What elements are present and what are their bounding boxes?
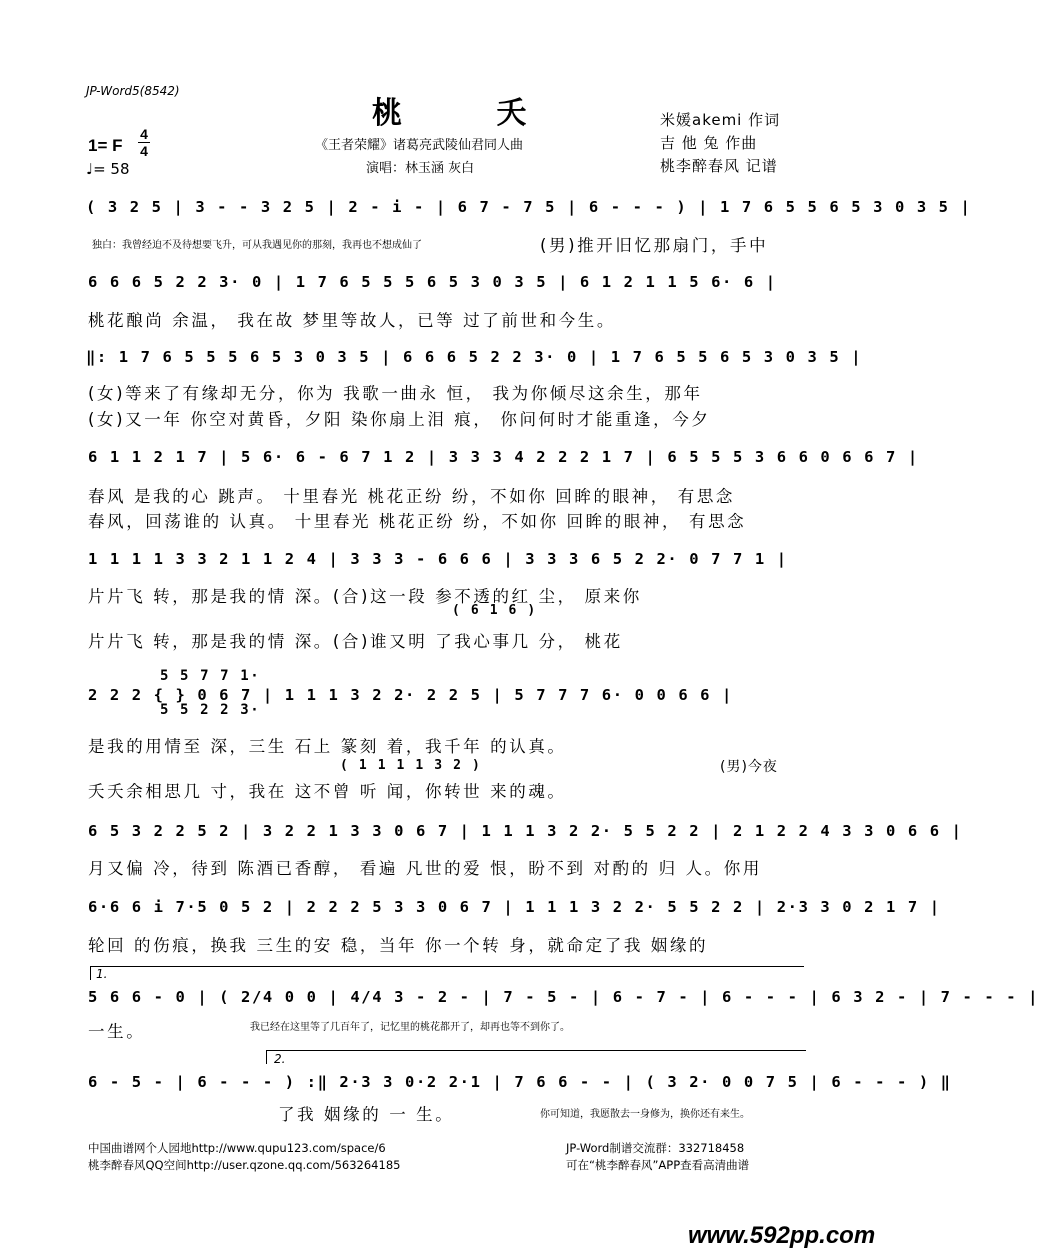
- notation-upper-6: 5 5 7 7 1·: [160, 668, 261, 684]
- lyric-row-5a: 片片飞 转，那是我的情 深。(合)这一段 参不透的红 尘， 原来你: [88, 587, 642, 606]
- volta-2-hook: [266, 1050, 267, 1064]
- dialogue-9: 我已经在这里等了几百年了，记忆里的桃花都开了，却再也等不到你了。: [250, 1022, 570, 1033]
- notation-row-9: 5 6 6 - 0 | ( 2/4 0 0 | 4/4 3 - 2 - | 7 - 5 - | 6 - 7 - | 6 - - - | 6 3 2 - | 7 - - - |: [88, 988, 1039, 1006]
- notation-row-3: ‖: 1 7 6 5 5 5 6 5 3 0 3 5 | 6 6 6 5 2 2 3· 0 | 1 7 6 5 5 6 5 3 0 3 5 |: [86, 348, 863, 366]
- notation-row-8: 6·6 6 i 7·5 0 5 2 | 2 2 2 5 3 3 0 6 7 | 1 1 1 3 2 2· 5 5 2 2 | 2·3 3 0 2 1 7 |: [88, 898, 941, 916]
- lyric-row-6b: 夭夭余相思几 寸，我在 这不曾 听 闻，你转世 来的魂。: [88, 782, 567, 801]
- notation-row-1: ( 3 2 5 | 3 - - 3 2 5 | 2 - i - | 6 7 - 7 5 | 6 - - - ) | 1 7 6 5 5 6 5 3 0 3 5 |: [86, 198, 972, 216]
- dialogue-1: 独白：我曾经迫不及待想要飞升，可从我遇见你的那刻，我再也不想成仙了: [92, 240, 422, 251]
- composer-credit: 吉 他 兔 作曲: [660, 134, 758, 152]
- ossia-notes-5: ( 6 1 6 ): [452, 603, 537, 618]
- subtitle: 《王者荣耀》诸葛亮武陵仙君同人曲: [315, 138, 524, 153]
- key-signature: 1= F: [88, 136, 123, 155]
- side-lyric-6: (男)今夜: [720, 759, 778, 775]
- volta-1-bracket: [90, 966, 804, 967]
- watermark: www.592pp.com: [688, 1222, 876, 1249]
- lyric-row-2a: 桃花酿尚 余温， 我在故 梦里等故人，已等 过了前世和今生。: [88, 311, 616, 330]
- lyric-row-9a: 一生。: [88, 1022, 146, 1041]
- volta-1-hook: [90, 966, 91, 980]
- ossia-notes-6: ( 1 1 1 1 3 2 ): [340, 758, 482, 773]
- volta-1-label: 1.: [96, 967, 108, 981]
- footer-site-link: 中国曲谱网个人园地http://www.qupu123.com/space/6: [88, 1141, 386, 1155]
- lyric-row-10a: 了我 姻缘的 一 生。: [278, 1105, 455, 1124]
- time-signature: [138, 127, 150, 158]
- lyricist-credit: 米媛akemi 作词: [660, 111, 781, 129]
- footer-qzone-link: 桃李醉春风QQ空间http://user.qzone.qq.com/563264185: [88, 1158, 401, 1172]
- lyric-row-8a: 轮回 的伤痕，换我 三生的安 稳，当年 你一个转 身，就命定了我 姻缘的: [88, 936, 709, 955]
- notation-row-10: 6 - 5 - | 6 - - - ) :‖ 2·3 3 0·2 2·1 | 7 6 6 - - | ( 3 2· 0 0 7 5 | 6 - - - ) ‖: [88, 1073, 952, 1091]
- page-title: 桃 夭: [372, 96, 569, 131]
- lyric-row-3b: (女)又一年 你空对黄昏，夕阳 染你扇上泪 痕， 你问何时才能重逢，今夕: [88, 410, 711, 429]
- lyric-row-4a: 春风 是我的心 跳声。 十里春光 桃花正纷 纷，不如你 回眸的眼神， 有思念: [88, 487, 736, 506]
- source-label: JP-Word5(8542): [86, 84, 180, 98]
- lyric-row-1a: (男)推开旧忆那扇门，手中: [540, 236, 769, 255]
- lyric-row-5b: 片片飞 转，那是我的情 深。(合)谁又明 了我心事几 分， 桃花: [88, 632, 623, 651]
- lyric-row-3a: (女)等来了有缘却无分，你为 我歌一曲永 恒， 我为你倾尽这余生，那年: [88, 384, 703, 403]
- notation-row-7: 6 5 3 2 2 5 2 | 3 2 2 1 3 3 0 6 7 | 1 1 1 3 2 2· 5 5 2 2 | 2 1 2 2 4 3 3 0 6 6 |: [88, 822, 963, 840]
- notation-row-4: 6 1 1 2 1 7 | 5 6· 6 - 6 7 1 2 | 3 3 3 4 2 2 2 1 7 | 6 5 5 5 3 6 6 0 6 6 7 |: [88, 448, 919, 466]
- lyric-row-6a: 是我的用情至 深，三生 石上 篆刻 着，我千年 的认真。: [88, 737, 567, 756]
- tempo-marking: ♩= 58: [86, 160, 130, 178]
- volta-2-bracket: [266, 1050, 806, 1051]
- dialogue-10: 你可知道，我愿散去一身修为，换你还有来生。: [540, 1109, 750, 1120]
- footer-app-note: 可在“桃李醉春风”APP查看高清曲谱: [566, 1158, 750, 1172]
- notation-lower-6: 5 5 2 2 3·: [160, 702, 261, 718]
- lyric-row-7a: 月又偏 冷，待到 陈酒已香醇， 看遍 凡世的爱 恨，盼不到 对酌的 归 人。你用: [88, 859, 762, 878]
- notation-row-2: 6 6 6 5 2 2 3· 0 | 1 7 6 5 5 5 6 5 3 0 3 5 | 6 1 2 1 1 5 6· 6 |: [88, 273, 777, 291]
- volta-2-label: 2.: [274, 1052, 286, 1066]
- time-sig-top: 4: [140, 126, 148, 142]
- lyric-row-4b: 春风，回荡谁的 认真。 十里春光 桃花正纷 纷，不如你 回眸的眼神， 有思念: [88, 512, 747, 531]
- singers: 演唱：林玉涵 灰白: [366, 161, 475, 176]
- footer-group: JP-Word制谱交流群：332718458: [566, 1141, 745, 1155]
- time-sig-bottom: 4: [140, 143, 148, 159]
- notation-row-6: 2 2 2 { } 0 6 7 | 1 1 1 3 2 2· 2 2 5 | 5 7 7 7 6· 0 0 6 6 |: [88, 686, 733, 704]
- transcriber-credit: 桃李醉春风 记谱: [660, 157, 778, 175]
- notation-row-5: 1 1 1 1 3 3 2 1 1 2 4 | 3 3 3 - 6 6 6 | 3 3 3 6 5 2 2· 0 7 7 1 |: [88, 550, 788, 568]
